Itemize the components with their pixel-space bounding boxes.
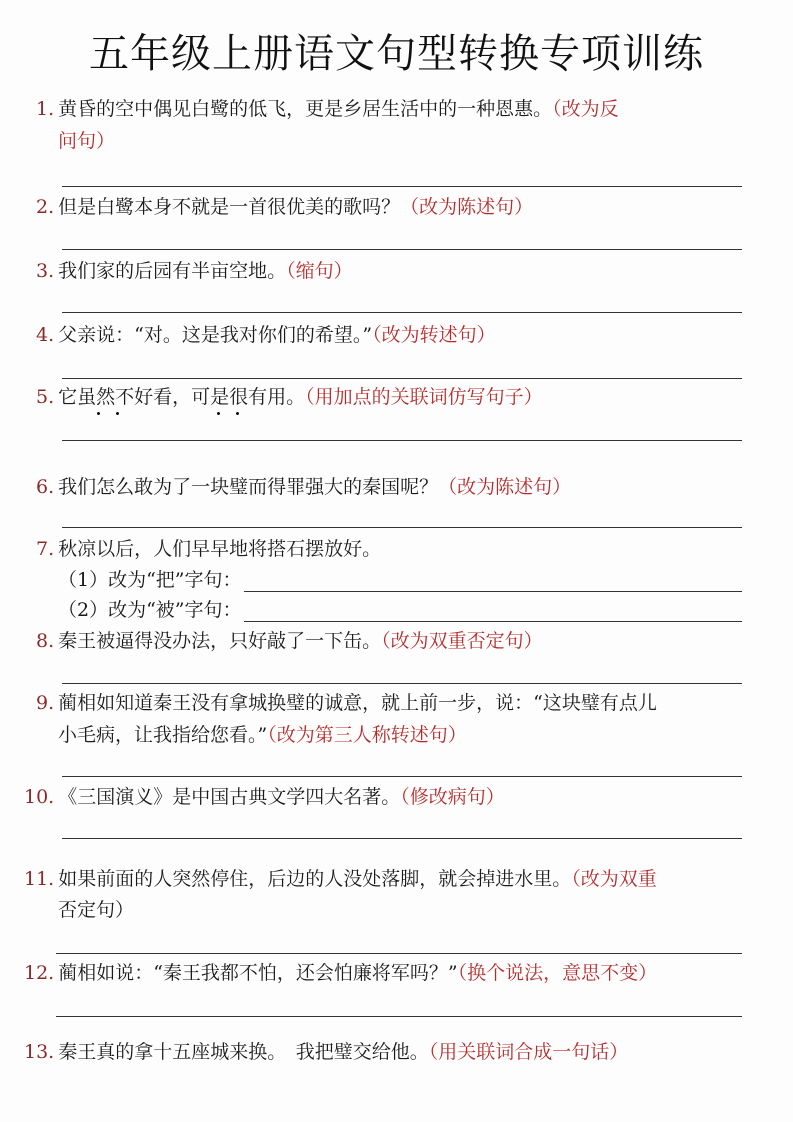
question-11-continued: 否定句） — [58, 899, 135, 921]
question-number: 3. — [36, 260, 55, 282]
instruction: （改为陈述句） — [438, 476, 572, 498]
question-9 — [36, 688, 657, 718]
question-text: 小毛病，让我指给您看。” — [58, 724, 268, 746]
answer-line[interactable] — [62, 378, 742, 379]
question-text: 蔺相如知道秦王没有拿城换璧的诚意，就上前一步，说：“这块璧有点儿 — [58, 692, 657, 714]
sub-question-2: （2）改为“被”字句： — [58, 599, 242, 621]
instruction: （改为双重否定句） — [381, 630, 543, 652]
answer-line[interactable] — [62, 440, 742, 441]
question-3 — [36, 256, 353, 286]
question-number: 13. — [24, 1041, 55, 1063]
question-7 — [36, 534, 381, 564]
answer-line[interactable] — [62, 249, 742, 250]
question-text: 如果前面的人突然停住，后边的人没处落脚，就会掉进水里。 — [58, 868, 572, 890]
question-13 — [24, 1037, 628, 1067]
emphasis-dot — [236, 412, 239, 415]
answer-line[interactable] — [244, 621, 742, 622]
question-text: 它虽然不好看，可是很有用。 — [58, 386, 306, 408]
instruction: （改为反 — [552, 98, 619, 120]
instruction: （改为转述句） — [372, 324, 496, 346]
answer-line[interactable] — [62, 312, 742, 313]
question-number: 7. — [36, 538, 55, 560]
answer-line[interactable] — [62, 186, 742, 187]
sub-question-1: （1）改为“把”字句： — [58, 569, 242, 591]
question-4 — [36, 320, 496, 350]
question-number: 1. — [36, 98, 55, 120]
instruction: （改为双重 — [571, 868, 657, 890]
question-text: 我们家的后园有半亩空地。 — [58, 260, 287, 282]
answer-line[interactable] — [62, 776, 742, 777]
question-number: 5. — [36, 386, 55, 408]
question-10 — [24, 782, 505, 812]
instruction: （换个说法，意思不变） — [457, 962, 658, 984]
instruction: （改为陈述句） — [400, 196, 534, 218]
question-number: 9. — [36, 692, 55, 714]
emphasis-dot — [116, 412, 119, 415]
question-6 — [36, 472, 571, 502]
question-text: 秦王被逼得没办法，只好敲了一下缶。 — [58, 630, 382, 652]
question-text: 我们怎么敢为了一块璧而得罪强大的秦国呢？ — [58, 476, 439, 498]
question-number: 11. — [24, 868, 55, 890]
answer-line[interactable] — [62, 527, 742, 528]
question-2 — [36, 192, 533, 222]
instruction: （改为第三人称转述句） — [267, 724, 467, 746]
question-number: 2. — [36, 196, 55, 218]
question-12 — [24, 958, 657, 988]
question-text: 黄昏的空中偶见白鹭的低飞，更是乡居生活中的一种恩惠。 — [58, 98, 553, 120]
instruction: （缩句） — [286, 260, 353, 282]
question-number: 4. — [36, 324, 55, 346]
question-9-continued — [58, 720, 467, 750]
emphasis-dot — [217, 412, 220, 415]
question-number: 8. — [36, 630, 55, 652]
question-text: 蔺相如说：“秦王我都不怕，还会怕廉将军吗？” — [58, 962, 458, 984]
answer-line[interactable] — [56, 953, 742, 954]
question-text: 但是白鹭本身不就是一首很优美的歌吗？ — [58, 196, 401, 218]
question-8 — [36, 626, 543, 656]
instruction: （修改病句） — [400, 786, 505, 808]
question-text: 秦王真的拿十五座城来换。 我把璧交给他。 — [58, 1041, 429, 1063]
answer-line[interactable] — [62, 838, 742, 839]
answer-line[interactable] — [244, 591, 742, 592]
emphasis-dot — [97, 412, 100, 415]
answer-line[interactable] — [56, 1016, 742, 1017]
question-number: 12. — [24, 962, 55, 984]
question-number: 10. — [24, 786, 55, 808]
instruction-continued: 问句） — [58, 130, 116, 152]
question-number: 6. — [36, 476, 55, 498]
instruction: （用加点的关联词仿写句子） — [305, 386, 543, 408]
question-11 — [24, 864, 657, 894]
question-text: 父亲说：“对。这是我对你们的希望。” — [58, 324, 373, 346]
page-title: 五年级上册语文句型转换专项训练 — [89, 31, 704, 77]
answer-line[interactable] — [62, 683, 742, 684]
question-5 — [36, 382, 543, 412]
question-1 — [36, 94, 619, 124]
instruction: （用关联词合成一句话） — [428, 1041, 629, 1063]
question-text: 《三国演义》是中国古典文学四大名著。 — [58, 786, 401, 808]
question-text: 秋凉以后，人们早早地将搭石摆放好。 — [58, 538, 382, 560]
